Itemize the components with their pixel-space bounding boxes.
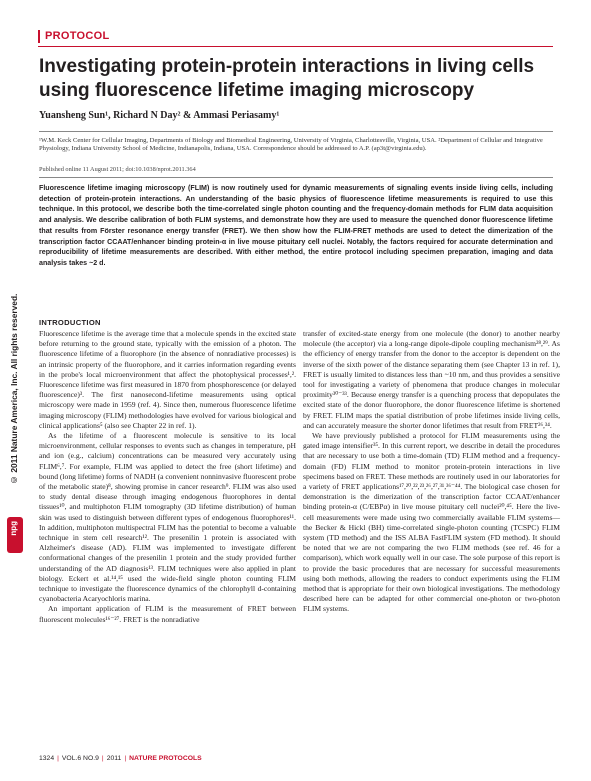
page-number: 1324 [39,755,55,762]
section-heading-introduction: INTRODUCTION [39,318,101,327]
abstract: Fluorescence lifetime imaging microscopy (FLIM) is now routinely used for dynamic measurements of signaling events inside living cells, including detection of protein-protein interactions. An understanding of the basic physics of fluorescence lifetime measurements is required to use this technique. In this protocol, we describe both the time-correlated single photon counting and the frequency-domain methods for FLIM data acquisition and analysis. We describe calibration of both FLIM systems, and demonstrate how they are used to measure the quenched donor fluorescence lifetime that results from Förster resonance energy transfer (FRET). We then show how the FLIM-FRET methods are used to detect the dimerization of the transcription factor CCAAT/enhancer binding protein-α in live mouse pituitary cell nuclei. Notably, the factors required for accurate determination and reproducibility of lifetime measurements are described. With either method, the entire protocol including specimen preparation, imaging and data analysis takes ~2 d. [39,184,553,267]
journal-name: NATURE PROTOCOLS [129,755,202,762]
npg-logo [7,517,23,553]
page-footer: 1324 | VOL.6 NO.9 | 2011 | NATURE PROTOCOLS [39,755,202,762]
paragraph: transfer of excited-state energy from one molecule (the donor) to another nearby molecule (the acceptor) via a long-range dipole-dipole coupling mechanism²⁸,²⁹. As the efficiency of energy transfer from the donor to the acceptor is dependent on the inverse of the sixth power of the distance separating them (see Chapter 13 in ref. 1), FRET is usually limited to distances less than ~10 nm, and thus provides a sensitive tool for investigating a variety of phenomena that produce changes in molecular proximity³⁰⁻³³. Because energy transfer is a quenching process that depopulates the excited state of the donor fluorophore, the donor fluorescence lifetime is shortened by FRET. FLIM maps the spatial distribution of probe lifetimes inside living cells, and can accurately measure the shorter donor lifetimes that result from FRET²⁶,³⁴. [303,329,560,430]
copyright-notice: © 2011 Nature America, Inc. All rights reserved. [9,293,19,486]
npg-logo-text: npg [9,521,18,536]
paragraph: We have previously published a protocol for FLIM measurements using the gated image intensifier³⁵. In this current report, we describe in detail the procedures that are necessary to use both a time-domain (TD) FLIM method and a frequency-domain (FD) FLIM method to monitor protein-protein interactions in live specimens based on FRET. These methods are routinely used in our laboratories for a variety of FRET applications¹⁷,²⁰,²²,²³,²⁶,²⁷,³¹,³⁶⁻⁴⁴. The biological case chosen for demonstration is the dimerization of the transcription factor CCAAT/enhancer binding protein-α (C/EBPα) in live mouse pituitary cell nuclei²⁰,⁴⁵. Here the live-cell measurements were made using two commercially available FLIM systems—the Becker & Hickl (BH) time-correlated single-photon counting (TCSPC) FLIM system (TD method) and the ISS ALBA FastFLIM system (FD method). It should be noted that we are not comparing the two FLIM methods (see ref. 46 for a comparison), which work equally well in our case. The sole purpose of this report is to provide the basic procedures that are necessary for successful measurements using both methods, allowing the readers to conduct experiments using the FLIM method that is appropriate for their own biological investigations. The methodology described here can be adapted for other commercial one-photon or two-photon FLIM systems. [303,431,560,614]
header-divider [38,46,553,47]
author-list: Yuansheng Sun¹, Richard N Day² & Ammasi Periasamy¹ [39,110,280,121]
paragraph: Fluorescence lifetime is the average time that a molecule spends in the excited state before returning to the ground state, typically with the emission of a photon. The fluorescence lifetime of a fluorophore (in the absence of nonradiative processes) is an intrinsic property of the fluorophore, and it carries information regarding events in the probe's local microenvironment that affect the photophysical processes¹,². Fluorescence lifetime was first measured in 1870 from phosphorescence (or delayed fluorescence)³. The first nanosecond-lifetime measurements using optical microscopy were made in 1959 (ref. 4). Since then, numerous fluorescence lifetime imaging microscopy (FLIM) methodologies have evolved for various biological and clinical applications⁵ (also see Chapter 22 in ref. 1). [39,329,296,430]
section-tag: PROTOCOL [38,30,110,43]
body-column-left [39,317,296,625]
paragraph: As the lifetime of a fluorescent molecule is sensitive to its local microenvironment, cellular responses to events such as changes in temperature, pH and ion (e.g., calcium) concentrations can be measured very accurately using FLIM⁶,⁷. For example, FLIM was applied to detect the free (short lifetime) and bound (long lifetime) forms of NADH (a convenient nonninvasive fluorescent probe of the metabolic state)⁸, showing promise in cancer research⁹. FLIM was also used to study dental disease through imaging endogenous fluorophores in dental tissues¹⁰, and multiphoton FLIM tomography (3D lifetime distribution) of human skin was used to distinguish between different types of endogenous fluorophores¹¹. In addition, multiphoton multispectral FLIM has the potential to become a valuable technique in stem cell research¹². The presenilin 1 protein is associated with Alzheimer's disease (AD). FLIM was implemented to investigate different conformational changes of the presenilin 1 protein and the study provided further understanding of the AD diagnosis¹³. FLIM techniques were also applied in plant biology. Eckert et al.¹⁴,¹⁵ used the wide-field single photon counting FLIM technique to investigate the fluorescence dynamics of the chlorophyll d-containing cyanobacteria Acaryochloris marina. [39,431,296,604]
affiliations: ¹W.M. Keck Center for Cellular Imaging, Departments of Biology and Biomedical Engineering, University of Virginia, Charlottesville, Virginia, USA. ²Department of Cellular and Integrative Physiology, Indiana University School of Medicine, Indianapolis, Indiana, USA. Correspondence should be addressed to A.P. (ap3t@virginia.edu). [39,137,543,153]
affiliation-divider-bottom [39,177,553,178]
volume-issue: VOL.6 NO.9 [61,755,99,762]
paragraph: An important application of FLIM is the measurement of FRET between fluorescent molecules¹⁶⁻²⁷. FRET is the nonradiative [39,604,296,624]
affiliation-divider-top [39,131,553,132]
publication-info: Published online 11 August 2011; doi:10.1038/nprot.2011.364 [39,166,196,173]
year: 2011 [106,755,122,762]
body-column-right [303,329,560,615]
copyright-sidebar [9,262,23,517]
article-title: Investigating protein-protein interactions in living cells using fluorescence lifetime imaging microscopy [39,56,535,101]
